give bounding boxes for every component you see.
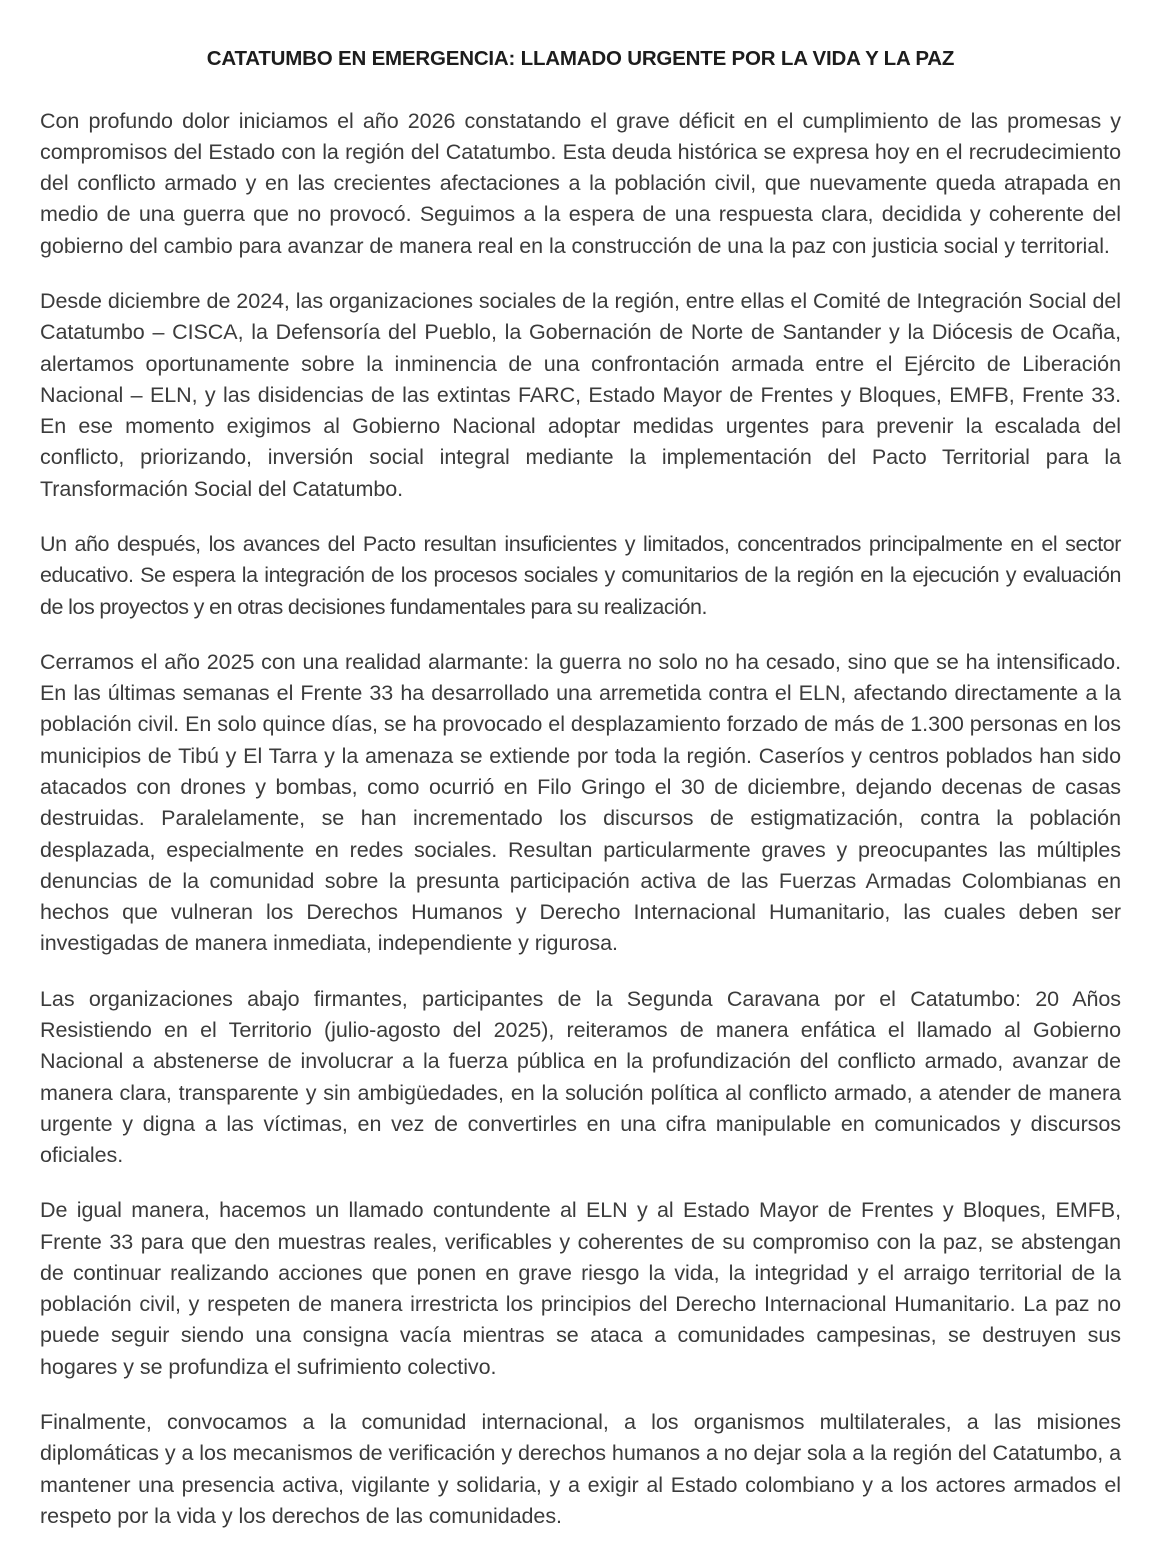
document-body: [40, 106, 1121, 1533]
paragraph-3: Un año después, los avances del Pacto resultan insuficientes y limitados, concentrados principalmente en el sector educativo. Se espera la integración de los procesos sociales y comunitarios de la región en la ejecución y evaluación de los proyectos y en otras decisiones fundamentales para su realización.: [40, 532, 1121, 619]
paragraph-2: Desde diciembre de 2024, las organizaciones sociales de la región, entre ellas el Comité de Integración Social del Catatumbo – CISCA, la Defensoría del Pueblo, la Gobernación de Norte de Santander y la Diócesis de Ocaña, alertamos oportunamente sobre la inminencia de una confrontación armada entre el Ejército de Liberación Nacional – ELN, y las disidencias de las extintas FARC, Estado Mayor de Frentes y Bloques, EMFB, Frente 33. En ese momento exigimos al Gobierno Nacional adoptar medidas urgentes para prevenir la escalada del conflicto, priorizando, inversión social integral mediante la implementación del Pacto Territorial para la Transformación Social del Catatumbo.: [40, 289, 1121, 501]
paragraph-6: De igual manera, hacemos un llamado contundente al ELN y al Estado Mayor de Frentes y Bloques, EMFB, Frente 33 para que den muestras reales, verificables y coherentes de su compromiso con la paz, se abstengan de continuar realizando acciones que ponen en grave riesgo la vida, la integridad y el arraigo territorial de la población civil, y respeten de manera irrestricta los principios del Derecho Internacional Humanitario. La paz no puede seguir siendo una consigna vacía mientras se ataca a comunidades campesinas, se destruyen sus hogares y se profundiza el sufrimiento colectivo.: [40, 1198, 1121, 1379]
paragraph-5: Las organizaciones abajo firmantes, participantes de la Segunda Caravana por el Catatumbo: 20 Años Resistiendo en el Territorio (julio-agosto del 2025), reiteramos de manera enfática el llamado al Gobierno Nacional a abstenerse de involucrar a la fuerza pública en la profundización del conflicto armado, avanzar de manera clara, transparente y sin ambigüedades, en la solución política al conflicto armado, a atender de manera urgente y digna a las víctimas, en vez de convertirles en una cifra manipulable en comunicados y discursos oficiales.: [40, 986, 1121, 1168]
paragraph-7: Finalmente, convocamos a la comunidad internacional, a los organismos multilaterales, a las misiones diplomáticas y a los mecanismos de verificación y derechos humanos a no dejar sola a la región del Catatumbo, a mantener una presencia activa, vigilante y solidaria, y a exigir al Estado colombiano y a los actores armados el respeto por la vida y los derechos de las comunidades.: [40, 1410, 1121, 1528]
page-title: CATATUMBO EN EMERGENCIA: LLAMADO URGENTE POR LA VIDA Y LA PAZ: [206, 47, 955, 70]
paragraph-1: Con profundo dolor iniciamos el año 2026 constatando el grave déficit en el cumplimiento de las promesas y compromisos del Estado con la región del Catatumbo. Esta deuda histórica se expresa hoy en el recrudecimiento del conflicto armado y en las crecientes afectaciones a la población civil, que nuevamente queda atrapada en medio de una guerra que no provocó. Seguimos a la espera de una respuesta clara, decidida y coherente del gobierno del cambio para avanzar de manera real en la construcción de una la paz con justicia social y territorial.: [40, 108, 1121, 258]
paragraph-4: Cerramos el año 2025 con una realidad alarmante: la guerra no solo no ha cesado, sino que se ha intensificado. En las últimas semanas el Frente 33 ha desarrollado una arremetida contra el ELN, afectando directamente a la población civil. En solo quince días, se ha provocado el desplazamiento forzado de más de 1.300 personas en los municipios de Tibú y El Tarra y la amenaza se extiende por toda la región. Caseríos y centros poblados han sido atacados con drones y bombas, como ocurrió en Filo Gringo el 30 de diciembre, dejando decenas de casas destruidas. Paralelamente, se han incrementado los discursos de estigmatización, contra la población desplazada, especialmente en redes sociales. Resultan particularmente graves y preocupantes las múltiples denuncias de la comunidad sobre la presunta participación activa de las Fuerzas Armadas Colombianas en hechos que vulneran los Derechos Humanos y Derecho Internacional Humanitario, las cuales deben ser investigadas de manera inmediata, independiente y rigurosa.: [40, 649, 1121, 956]
